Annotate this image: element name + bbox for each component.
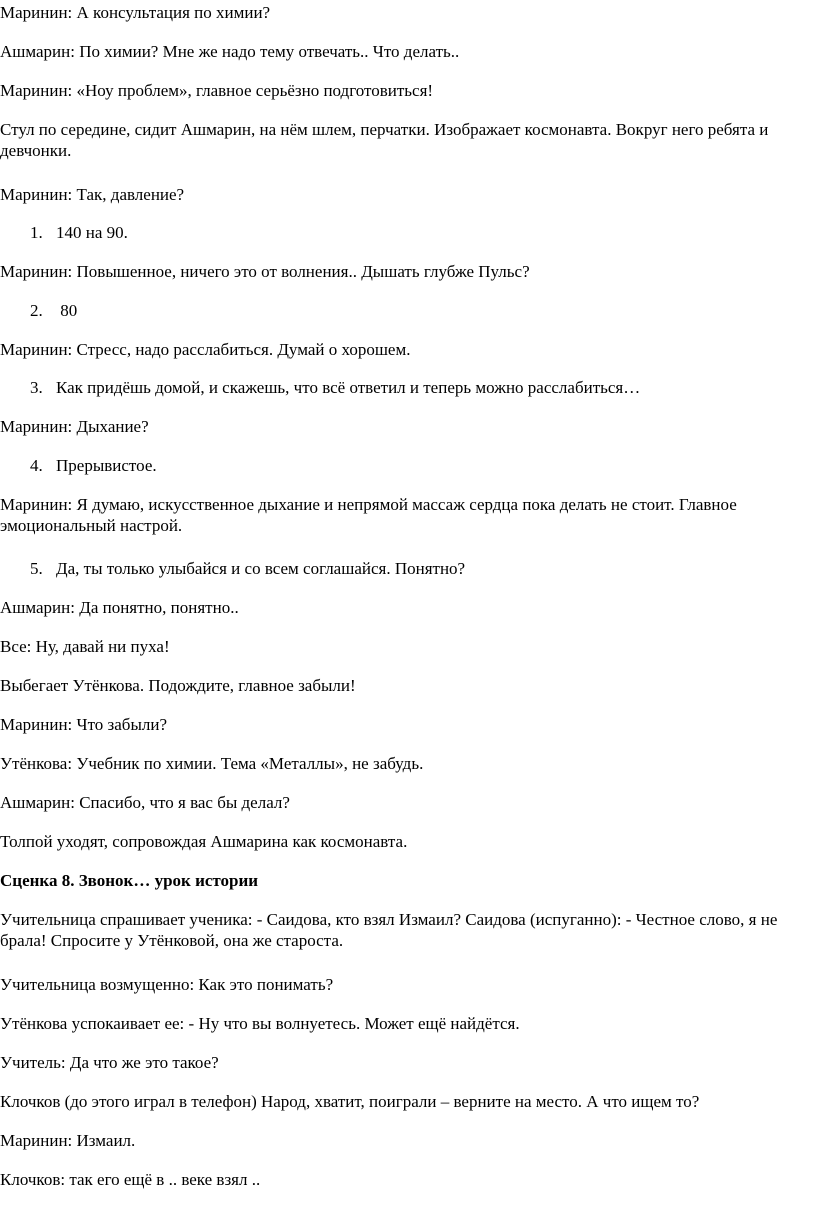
paragraph: Клочков (до этого играл в телефон) Народ, хватит, поиграли – верните на место. А что ищем то? [0, 1092, 700, 1111]
paragraph: Маринин: Так, давление? [0, 185, 185, 204]
paragraph: Все: Ну, давай ни пуха! [0, 637, 170, 656]
list-item [30, 455, 808, 476]
list-item [30, 222, 808, 243]
list-number: 2. [30, 301, 43, 320]
paragraph: Маринин: Измаил. [0, 1131, 136, 1150]
paragraph: Ашмарин: По химии? Мне же надо тему отвечать.. Что делать.. [0, 42, 460, 61]
list-text: 80 [56, 301, 78, 320]
paragraph: Маринин: Дыхание? [0, 417, 149, 436]
list-text: 140 на 90. [56, 223, 128, 242]
list-item [30, 377, 808, 398]
paragraph: Маринин: «Ноу проблем», главное серьёзно подготовиться! [0, 81, 434, 100]
paragraph: Выбегает Утёнкова. Подождите, главное забыли! [0, 676, 356, 695]
paragraph: Учительница спрашивает ученика: - Саидова, кто взял Измаил? Саидова (испуганно): - Честное слово, я не брала! Спросите у Утёнковой, она же староста. [0, 910, 778, 950]
paragraph: Учительница возмущенно: Как это понимать? [0, 975, 334, 994]
paragraph: Маринин: Повышенное, ничего это от волнения.. Дышать глубже Пульс? [0, 262, 530, 281]
paragraph: Учитель: Да что же это такое? [0, 1053, 219, 1072]
list-number: 3. [30, 378, 43, 397]
paragraph: Ашмарин: Да понятно, понятно.. [0, 598, 239, 617]
list-text: Прерывистое. [56, 456, 157, 475]
paragraph: Стул по середине, сидит Ашмарин, на нём шлем, перчатки. Изображает космонавта. Вокруг него ребята и девчонки. [0, 120, 769, 160]
section-heading: Сценка 8. Звонок… урок истории [0, 871, 259, 890]
paragraph: Клочков: так его ещё в .. веке взял .. [0, 1170, 261, 1189]
paragraph: Маринин: Я думаю, искусственное дыхание и непрямой массаж сердца пока делать не стоит. Главное эмоциональный настрой. [0, 495, 737, 535]
list-item [30, 558, 808, 579]
paragraph: Утёнкова успокаивает ее: - Ну что вы волнуетесь. Может ещё найдётся. [0, 1014, 520, 1033]
paragraph: Ашмарин: Спасибо, что я вас бы делал? [0, 793, 290, 812]
list-number: 5. [30, 559, 43, 578]
list-item [30, 300, 808, 321]
list-text: Да, ты только улыбайся и со всем соглашайся. Понятно? [56, 559, 466, 578]
list-number: 4. [30, 456, 43, 475]
paragraph: Маринин: А консультация по химии? [0, 3, 271, 22]
list-number: 1. [30, 223, 43, 242]
paragraph: Толпой уходят, сопровождая Ашмарина как космонавта. [0, 832, 408, 851]
paragraph: Утёнкова: Учебник по химии. Тема «Металлы», не забудь. [0, 754, 424, 773]
list-text: Как придёшь домой, и скажешь, что всё ответил и теперь можно расслабиться… [56, 378, 641, 397]
paragraph: Маринин: Стресс, надо расслабиться. Думай о хорошем. [0, 340, 411, 359]
paragraph: Маринин: Что забыли? [0, 715, 167, 734]
